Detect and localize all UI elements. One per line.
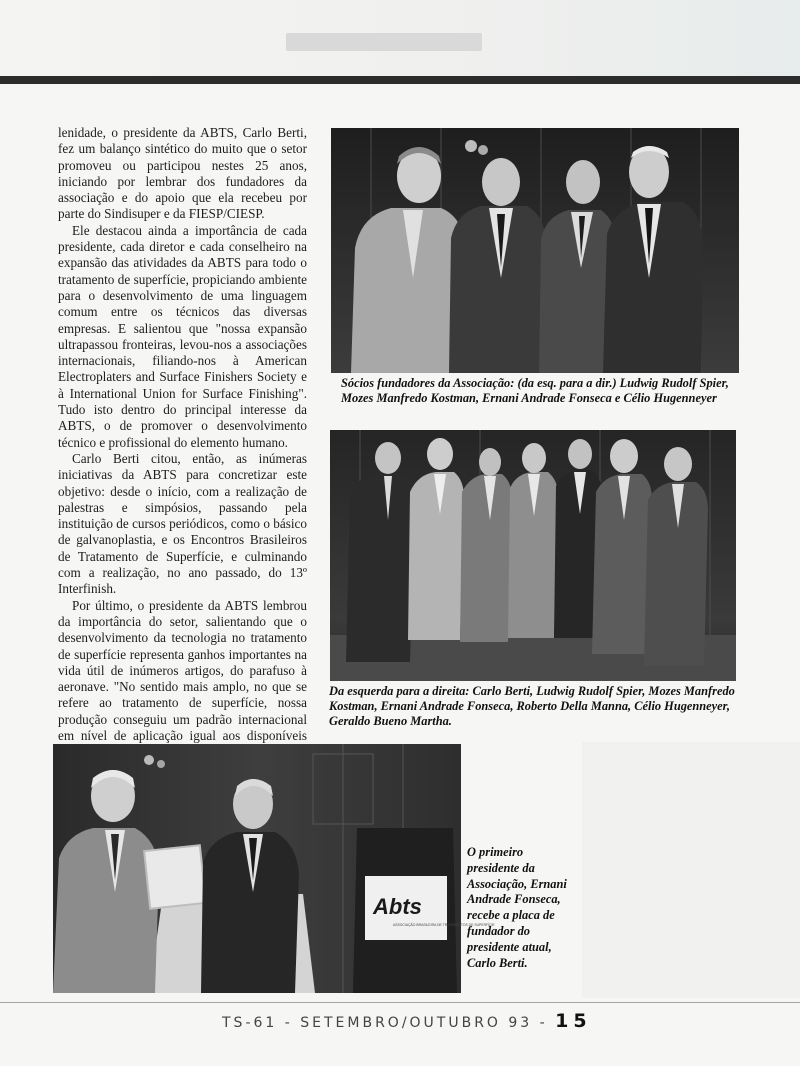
article-paragraph-4 bbox=[58, 598, 307, 761]
photo-plaque-handover-image bbox=[53, 744, 495, 993]
article-paragraph-4-text: Por último, o presidente da ABTS lembrou da importância do setor, salientando que o desenvolvimento da tecnologia no tratamento de superfície representa ganhos importantes na vida útil de inúmeros artigos, do parafuso à aeronave. "No sentido mais amplo, no que se refere ao tratamento de superfície, nossa produção conseguiu um padrão internacional em nível de aplicação igual aos disponíveis bbox=[58, 597, 307, 743]
photo-founders bbox=[331, 128, 739, 373]
caption-plaque-handover: O primeiro presidente da Associação, Ernani Andrade Fonseca, recebe a placa de fundador do presidente atual, Carlo Berti. bbox=[467, 845, 567, 970]
footer-rule bbox=[0, 1002, 800, 1003]
article-paragraph-3: Carlo Berti citou, então, as inúmeras iniciativas da ABTS para concretizar este objetivo: desde o início, com a realização de palestras e simpósios, passando pela instituição de cursos periódicos, como o básico de galvanoplastia, e os Encontros Brasileiros de Tratamento de Superfície, e culminando com a realização, no ano passado, do 13º Interfinish. bbox=[58, 450, 307, 597]
header-ghost-bar bbox=[286, 33, 482, 51]
caption-background bbox=[582, 742, 800, 998]
header-ghost-script bbox=[620, 8, 770, 68]
page-header bbox=[0, 0, 800, 76]
podium-logo-mark: Abts bbox=[373, 894, 422, 919]
photo-plaque-handover bbox=[53, 744, 495, 993]
article-paragraph-1: lenidade, o presidente da ABTS, Carlo Berti, fez um balanço sintético do muito que o setor promoveu ou participou nestes 25 anos, iniciando por lembrar dos fundadores da associação e do apoio que ela recebeu por parte do Sindisuper e da FIESP/CIESP. bbox=[58, 125, 307, 222]
caption-group: Da esquerda para a direita: Carlo Berti, Ludwig Rudolf Spier, Mozes Manfredo Kostman, Ernani Andrade Fonseca, Roberto Della Manna, Célio Hugenneyer, Geraldo Bueno Martha. bbox=[329, 684, 735, 728]
podium-logo-subtitle: ASSOCIAÇÃO BRASILEIRA DE TRATAMENTOS DE SUPERFÍCIE bbox=[393, 923, 495, 927]
footer-issue: TS-61 - SETEMBRO/OUTUBRO 93 - bbox=[222, 1015, 548, 1031]
photo-group bbox=[330, 430, 736, 681]
article-column bbox=[58, 125, 307, 761]
caption-founders: Sócios fundadores da Associação: (da esq. para a dir.) Ludwig Rudolf Spier, Mozes Manfredo Kostman, Ernani Andrade Fonseca e Célio Hugenneyer bbox=[341, 376, 729, 405]
photo-founders-image bbox=[331, 128, 739, 373]
page-footer bbox=[222, 1010, 592, 1032]
photo-group-image bbox=[330, 430, 736, 681]
header-rule bbox=[0, 76, 800, 84]
article-paragraph-2: Ele destacou ainda a importância de cada presidente, cada diretor e cada conselheiro na expansão das atividades da ABTS para todo o tratamento de superfície, propiciando ambiente para o desenvolvimento de uma linguagem comum entre os técnicos das diversas empresas. E salientou que "nossa expansão ultrapassou fronteiras, levou-nos a associações internacionais, filiando-nos à American Electroplaters and Surface Finishers Society e à International Union for Surface Finishing". Tudo isto dentro do principal interesse da ABTS, o de promover o desenvolvimento técnico e profissional do elemento humano. bbox=[58, 222, 307, 450]
page-number: 15 bbox=[555, 1010, 592, 1032]
